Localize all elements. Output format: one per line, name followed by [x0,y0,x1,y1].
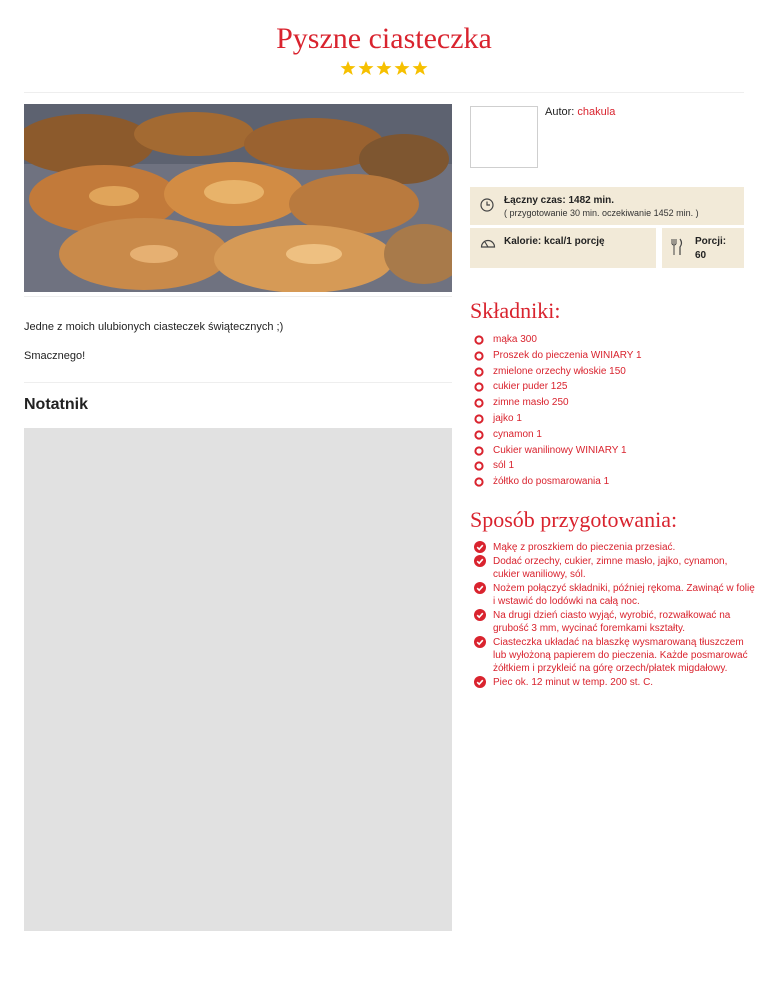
ingredient-item [474,458,642,474]
recipe-photo [24,104,452,292]
total-time: Łączny czas: 1482 min. [504,195,615,206]
step-text: Nożem połączyć składniki, później rękoma. Zawinąć w folię i wstawić do lodówki na całą noc. [493,583,755,607]
step-text: Ciasteczka układać na blaszkę wysmarowaną tłuszczem lub wyłożoną papierem do pieczenia. Każde posmarować żółtkiem i przykleić na górę orzech/płatek migdałowy. [493,637,748,674]
bullet-icon [474,477,484,487]
portions-label: Porcji: [695,236,727,247]
bullet-icon [474,335,484,345]
bullet-icon [474,446,484,456]
ingredient-text: zmielone orzechy włoskie 150 [493,365,626,377]
step-text: Dodać orzechy, cukier, zimne masło, jajko, cynamon, cukier waniliowy, sól. [493,556,728,580]
step-text: Na drugi dzień ciasto wyjąć, wyrobić, rozwałkować na grubość 3 mm, wycinać foremkami kształty. [493,610,731,634]
time-breakdown: ( przygotowanie 30 min. oczekiwanie 1452 min. ) [504,208,699,218]
bullet-icon [474,398,484,408]
ingredient-item [474,474,642,490]
recipe-description: Jedne z moich ulubionych ciasteczek świątecznych ;) [24,321,284,333]
ingredient-text: żółtko do posmarowania 1 [493,476,610,488]
bullet-icon [474,351,484,361]
clock-icon [480,198,494,217]
ingredient-item [474,364,642,380]
divider [24,92,744,93]
author-name-link[interactable]: chakula [577,106,616,118]
check-icon [474,636,486,648]
star-icon [394,60,410,76]
bullet-icon [474,367,484,377]
ingredients-list [474,332,642,490]
check-icon [474,541,486,553]
bullet-icon [474,461,484,471]
step-item [474,582,756,608]
ingredient-text: jajko 1 [493,412,522,424]
star-icon [340,60,356,76]
step-item [474,555,756,581]
check-icon [474,609,486,621]
divider [24,382,452,383]
check-icon [474,582,486,594]
ingredient-item [474,443,642,459]
star-icon [376,60,392,76]
total-time-box [470,187,744,225]
ingredient-item [474,379,642,395]
ingredient-item [474,348,642,364]
step-item [474,636,756,675]
ingredient-text: Cukier wanilinowy WINIARY 1 [493,444,627,456]
check-icon [474,676,486,688]
step-item [474,541,756,554]
ingredient-item [474,332,642,348]
notes-area[interactable] [24,428,452,931]
recipe-enjoy-text: Smacznego! [24,350,86,362]
gauge-icon [480,236,496,255]
calories-box [470,228,656,268]
step-item [474,609,756,635]
portions-box [662,228,744,268]
cutlery-icon [670,238,684,261]
check-icon [474,555,486,567]
bullet-icon [474,414,484,424]
ingredient-item [474,427,642,443]
portions-value: 60 [695,250,707,261]
step-text: Mąkę z proszkiem do pieczenia przesiać. [493,542,676,553]
steps-title: Sposób przygotowania: [470,507,678,532]
page-title: Pyszne ciasteczka [276,22,492,55]
ingredient-text: mąka 300 [493,334,537,345]
author-avatar [470,106,538,168]
rating-stars [0,60,768,81]
ingredients-title: Składniki: [470,298,561,323]
ingredient-item [474,395,642,411]
step-text: Piec ok. 12 minut w temp. 200 st. C. [493,677,654,688]
steps-list [474,541,756,690]
divider [24,296,452,297]
ingredient-text: cynamon 1 [493,428,542,440]
bullet-icon [474,430,484,440]
star-icon [412,60,428,76]
star-icon [358,60,374,76]
ingredient-text: zimne masło 250 [493,397,569,409]
step-item [474,676,756,689]
calories-text: Kalorie: kcal/1 porcję [504,236,605,247]
ingredient-text: sól 1 [493,460,515,472]
ingredient-item [474,411,642,427]
ingredient-text: Proszek do pieczenia WINIARY 1 [493,349,642,361]
ingredient-text: cukier puder 125 [493,381,568,393]
author-line [545,106,615,118]
bullet-icon [474,382,484,392]
notes-title: Notatnik [24,396,88,413]
author-label: Autor: [545,106,575,118]
